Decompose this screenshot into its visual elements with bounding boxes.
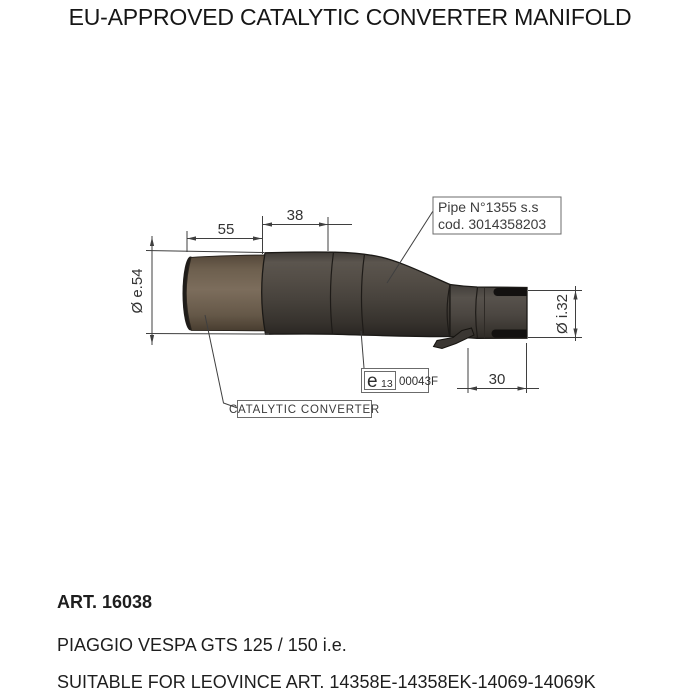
footer-compatibility: SUITABLE FOR LEOVINCE ART. 14358E-14358EK-14069-14069K — [57, 672, 596, 692]
pipe-body — [262, 252, 450, 337]
slot-top — [494, 288, 527, 296]
e-mark-text: e — [367, 371, 378, 392]
inner-diameter-dimension — [528, 286, 582, 341]
slot-bottom — [492, 330, 527, 338]
inner-diameter-label: Ø i.32 — [554, 293, 571, 335]
dimension-30-value: 30 — [488, 371, 506, 388]
approval-code: 00043F — [399, 376, 439, 388]
catalytic-converter-label: CATALYTIC CONVERTER — [228, 404, 381, 416]
pipe-note-line2: cod. 3014358203 — [438, 216, 547, 232]
dimension-55-value: 55 — [217, 221, 235, 238]
page-title: EU-APPROVED CATALYTIC CONVERTER MANIFOLD — [68, 4, 632, 30]
dimension-38-value: 38 — [286, 207, 304, 224]
converter-body — [186, 255, 265, 331]
footer-article-number: ART. 16038 — [57, 592, 153, 612]
dimension-30 — [457, 343, 539, 393]
pipe-note-line1: Pipe N°1355 s.s — [438, 199, 539, 215]
dimension-38 — [263, 207, 352, 251]
approval-badge — [361, 331, 438, 393]
dimension-55 — [187, 216, 263, 254]
e-mark-number: 13 — [381, 378, 393, 390]
footer-vehicle-model: PIAGGIO VESPA GTS 125 / 150 i.e. — [57, 635, 347, 655]
outer-diameter-label: Ø e.54 — [129, 268, 146, 314]
